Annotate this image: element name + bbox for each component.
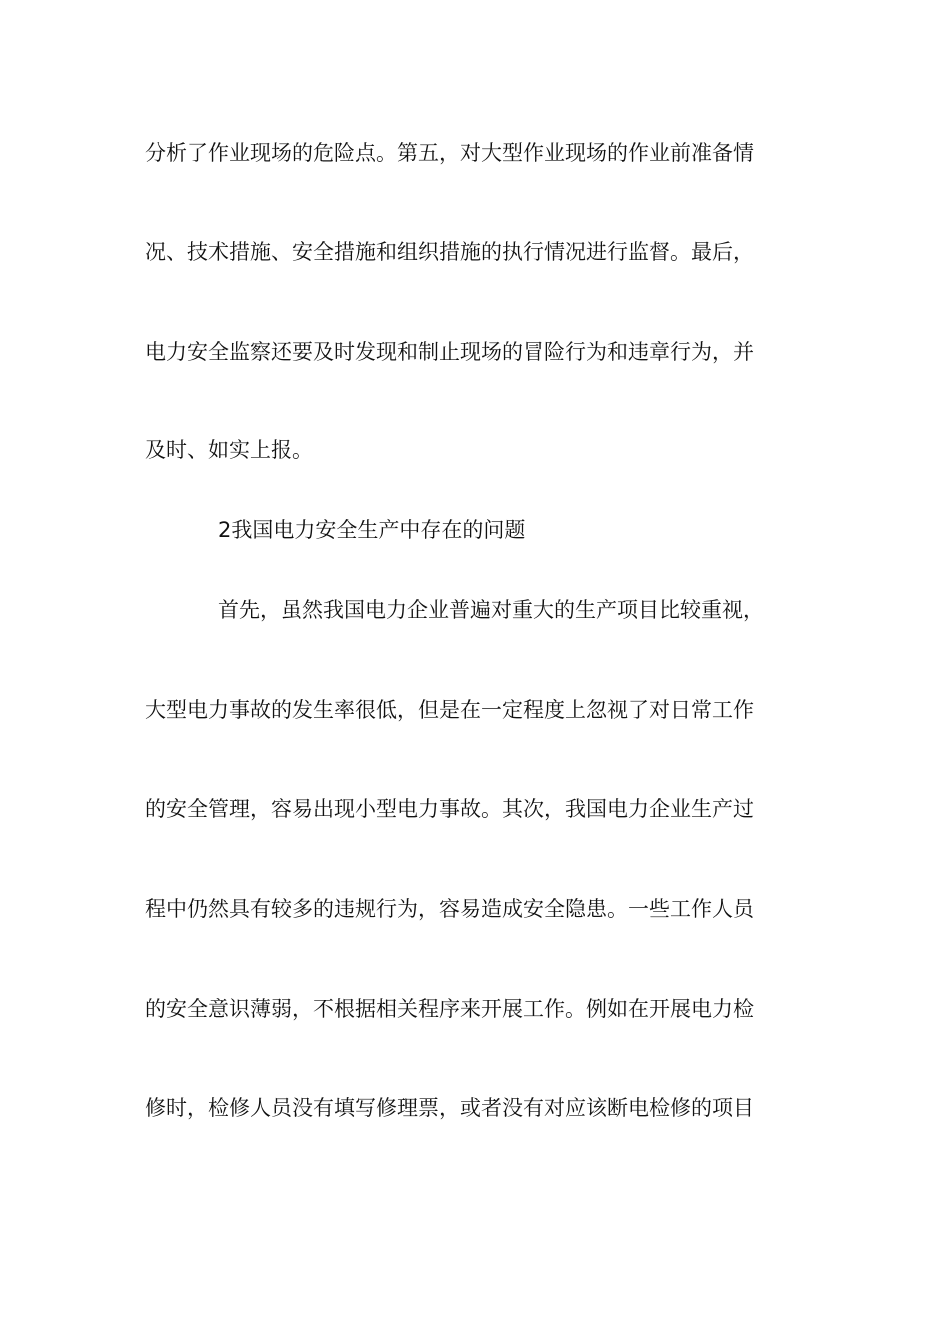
paragraph-line: 电力安全监察还要及时发现和制止现场的冒险行为和违章行为，并 bbox=[145, 340, 754, 364]
paragraph-line: 程中仍然具有较多的违规行为，容易造成安全隐患。一些工作人员 bbox=[145, 897, 754, 921]
paragraph-line: 大型电力事故的发生率很低，但是在一定程度上忽视了对日常工作 bbox=[145, 698, 754, 722]
paragraph-line: 的安全管理，容易出现小型电力事故。其次，我国电力企业生产过 bbox=[145, 797, 754, 821]
paragraph-line: 的安全意识薄弱，不根据相关程序来开展工作。例如在开展电力检 bbox=[145, 997, 754, 1021]
paragraph-line: 首先，虽然我国电力企业普遍对重大的生产项目比较重视， bbox=[218, 598, 764, 622]
paragraph-line: 修时，检修人员没有填写修理票，或者没有对应该断电检修的项目 bbox=[145, 1096, 754, 1120]
paragraph-line: 况、技术措施、安全措施和组织措施的执行情况进行监督。最后， bbox=[145, 240, 754, 264]
paragraph-line: 及时、如实上报。 bbox=[145, 438, 313, 462]
paragraph-line: 分析了作业现场的危险点。第五，对大型作业现场的作业前准备情 bbox=[145, 141, 754, 165]
section-heading: 2我国电力安全生产中存在的问题 bbox=[218, 518, 526, 542]
